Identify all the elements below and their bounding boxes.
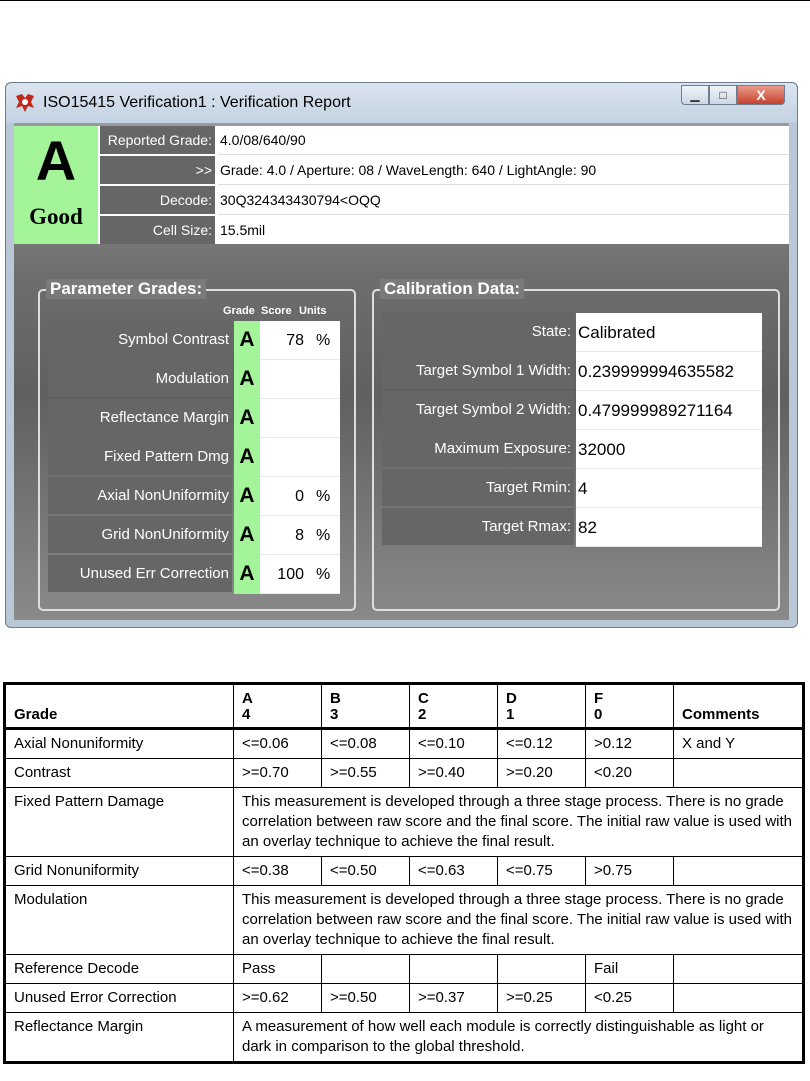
calibration-row: [382, 391, 762, 430]
window-content: [14, 123, 789, 620]
calibration-data-group: [372, 279, 780, 611]
grade-detail-value: Grade: 4.0 / Aperture: 08 / WaveLength: 640 / LightAngle: 90: [218, 156, 789, 185]
parameter-row: [48, 438, 342, 477]
cell-f: >0.75: [586, 857, 674, 886]
cell-b: <=0.08: [322, 729, 410, 759]
maximize-button[interactable]: □: [709, 85, 737, 105]
score-column-header: Score: [261, 305, 292, 317]
parameter-units: %: [316, 332, 331, 349]
header-b: B 3: [322, 684, 410, 729]
parameter-grade: A: [234, 516, 260, 555]
table-header-row: [5, 684, 804, 729]
parameter-row: [48, 360, 342, 399]
units-column-header: Units: [299, 305, 327, 317]
row-name: Fixed Pattern Damage: [5, 788, 234, 857]
calibration-label: Target Symbol 1 Width:: [382, 352, 574, 389]
grade-column-header: Grade: [223, 305, 255, 317]
cell-f: <0.25: [586, 984, 674, 1013]
minimize-button[interactable]: ▁: [681, 85, 709, 105]
row-name: Reflectance Margin: [5, 1013, 234, 1063]
cell-comment: [674, 955, 804, 984]
window-title: ISO15415 Verification1 : Verification Report: [43, 94, 351, 111]
parameter-grade: A: [234, 321, 260, 360]
parameter-score-cell: [260, 555, 340, 594]
cell-c: <=0.10: [410, 729, 498, 759]
parameter-units: %: [316, 527, 331, 544]
overall-grade-word: Good: [29, 204, 83, 229]
calibration-value: 4: [576, 469, 762, 508]
header-f: F 0: [586, 684, 674, 729]
row-name: Axial Nonuniformity: [5, 729, 234, 759]
parameter-grades-title: Parameter Grades:: [46, 279, 206, 299]
cell-comment: [674, 857, 804, 886]
decode-label: Decode:: [100, 186, 215, 214]
overall-grade-badge: [14, 126, 98, 244]
cell-f: <0.20: [586, 759, 674, 788]
cell-d: [498, 955, 586, 984]
cell-a: >=0.62: [234, 984, 322, 1013]
calibration-row: [382, 430, 762, 469]
cell-a: >=0.70: [234, 759, 322, 788]
cell-description: A measurement of how well each module is correctly distinguishable as light or dark in comparison to the global threshold.: [234, 1013, 804, 1063]
decode-value: 30Q324343430794<OQQ: [218, 186, 789, 215]
header-comments: Comments: [674, 684, 804, 729]
calibration-data-title: Calibration Data:: [380, 279, 524, 299]
cell-b: [322, 955, 410, 984]
cell-c: >=0.40: [410, 759, 498, 788]
page-top-rule: [0, 0, 810, 1]
reported-grade-value: 4.0/08/640/90: [218, 126, 789, 155]
close-button[interactable]: X: [737, 85, 785, 105]
cell-a: <=0.06: [234, 729, 322, 759]
calibration-value: 32000: [576, 430, 762, 469]
table-row: [5, 984, 804, 1013]
row-name: Contrast: [5, 759, 234, 788]
app-logo-icon: [14, 92, 36, 114]
parameter-grade: A: [234, 555, 260, 594]
overall-grade-header: [14, 126, 789, 244]
cell-b: <=0.50: [322, 857, 410, 886]
row-name: Reference Decode: [5, 955, 234, 984]
header-d: D 1: [498, 684, 586, 729]
calibration-label: State:: [382, 313, 574, 350]
row-name: Unused Error Correction: [5, 984, 234, 1013]
parameter-label: Symbol Contrast: [48, 321, 232, 358]
parameter-row: [48, 477, 342, 516]
calibration-label: Maximum Exposure:: [382, 430, 574, 467]
cell-comment: [674, 759, 804, 788]
cell-description: This measurement is developed through a three stage process. There is no grade correlation between raw score and the final score. The initial raw value is used with an overlay technique to achieve the final result.: [234, 788, 804, 857]
parameter-grade: A: [234, 438, 260, 477]
table-row: [5, 857, 804, 886]
table-row: [5, 788, 804, 857]
parameter-grade: A: [234, 477, 260, 516]
calibration-row: [382, 352, 762, 391]
cell-f: >0.12: [586, 729, 674, 759]
parameter-units: %: [316, 566, 331, 583]
parameter-label: Modulation: [48, 360, 232, 397]
parameter-score: 8: [295, 527, 304, 544]
cell-comment: [674, 984, 804, 1013]
parameter-grade: A: [234, 360, 260, 399]
calibration-value: 0.479999989271164: [576, 391, 762, 430]
reported-grade-row: [100, 126, 789, 154]
window-titlebar[interactable]: [6, 83, 797, 123]
table-row: [5, 955, 804, 984]
cell-c: >=0.37: [410, 984, 498, 1013]
cell-description: This measurement is developed through a three stage process. There is no grade correlation between raw score and the final score. The initial raw value is used with an overlay technique to achieve the final result.: [234, 886, 804, 955]
reported-grade-label: Reported Grade:: [100, 126, 215, 154]
header-grade: Grade: [5, 684, 234, 729]
cell-size-value: 15.5mil: [220, 222, 266, 238]
row-name: Grid Nonuniformity: [5, 857, 234, 886]
parameter-units: %: [316, 488, 331, 505]
calibration-value: 82: [576, 508, 762, 547]
cell-c: <=0.63: [410, 857, 498, 886]
cell-d: <=0.12: [498, 729, 586, 759]
cell-size-label: Cell Size:: [100, 216, 215, 244]
parameter-label: Axial NonUniformity: [48, 477, 232, 514]
parameter-score-cell: [260, 360, 340, 399]
overall-grade-letter: A: [35, 129, 77, 192]
parameter-score-cell: [260, 399, 340, 438]
parameter-row: [48, 555, 342, 594]
parameter-row: [48, 399, 342, 438]
calibration-label: Target Rmax:: [382, 508, 574, 545]
cell-d: <=0.75: [498, 857, 586, 886]
grade-criteria-table: [3, 682, 805, 1064]
header-a: A 4: [234, 684, 322, 729]
parameter-grade: A: [234, 399, 260, 438]
calibration-label: Target Symbol 2 Width:: [382, 391, 574, 428]
calibration-row: [382, 508, 762, 547]
table-row: [5, 729, 804, 759]
cell-a: <=0.38: [234, 857, 322, 886]
parameter-score-cell: [260, 321, 340, 360]
parameter-label: Unused Err Correction: [48, 555, 232, 592]
parameter-score-cell: [260, 516, 340, 555]
parameter-score-cell: [260, 477, 340, 516]
calibration-row: [382, 469, 762, 508]
table-row: [5, 759, 804, 788]
parameter-score: 0: [295, 488, 304, 505]
parameter-label: Fixed Pattern Dmg: [48, 438, 232, 475]
parameter-row: [48, 516, 342, 555]
calibration-value: Calibrated: [576, 313, 762, 352]
parameter-label: Reflectance Margin: [48, 399, 232, 436]
cell-d: >=0.20: [498, 759, 586, 788]
parameter-score-cell: [260, 438, 340, 477]
calibration-value: 0.239999994635582: [576, 352, 762, 391]
header-c: C 2: [410, 684, 498, 729]
calibration-label: Target Rmin:: [382, 469, 574, 506]
calibration-row: [382, 313, 762, 352]
parameter-score: 100: [277, 566, 304, 583]
verification-report-window: [5, 82, 798, 628]
row-name: Modulation: [5, 886, 234, 955]
expand-detail-label[interactable]: >>: [100, 156, 215, 184]
cell-b: >=0.50: [322, 984, 410, 1013]
parameter-grades-group: [38, 279, 356, 611]
decode-row: [100, 186, 789, 214]
grade-detail-row: [100, 156, 789, 184]
parameter-label: Grid NonUniformity: [48, 516, 232, 553]
cell-comment: X and Y: [674, 729, 804, 759]
cell-d: >=0.25: [498, 984, 586, 1013]
table-row: [5, 1013, 804, 1063]
parameter-score: 78: [286, 332, 304, 349]
cell-c: [410, 955, 498, 984]
parameter-row: [48, 321, 342, 360]
cell-b: >=0.55: [322, 759, 410, 788]
cell-a: Pass: [234, 955, 322, 984]
cell-f: Fail: [586, 955, 674, 984]
cell-size-row: [100, 216, 789, 244]
table-row: [5, 886, 804, 955]
